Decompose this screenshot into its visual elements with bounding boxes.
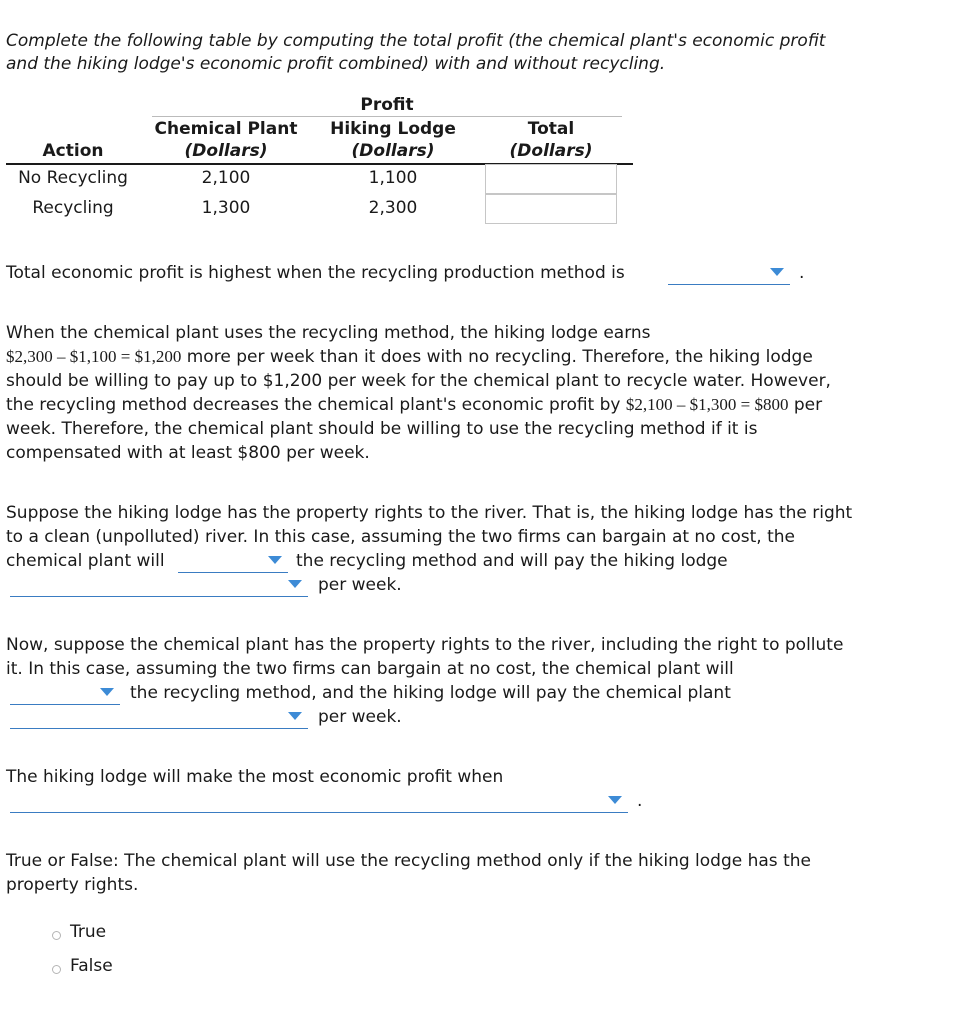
q3-action-dropdown[interactable]	[10, 685, 120, 705]
explanation-line: When the chemical plant uses the recycling method, the hiking lodge earns	[6, 323, 651, 343]
row-hiking-lodge-profit: 2,300	[368, 198, 418, 218]
q1-text: Total economic profit is highest when the recycling production method is	[6, 263, 625, 283]
total-unit: (Dollars)	[509, 141, 593, 161]
q2-line: chemical plant will	[6, 551, 165, 571]
hiking-lodge-header: Hiking Lodge	[330, 119, 456, 139]
q2-payment-dropdown[interactable]	[10, 577, 308, 597]
chemical-plant-header: Chemical Plant	[154, 119, 298, 139]
chevron-down-icon	[100, 688, 114, 696]
explanation-line	[6, 345, 813, 369]
chevron-down-icon	[268, 556, 282, 564]
row-chemical-plant-profit: 2,100	[201, 168, 251, 188]
q2-line: the recycling method and will pay the hiking lodge	[296, 551, 728, 571]
explanation-line: should be willing to pay up to $1,200 per week for the chemical plant to recycle water. However,	[6, 371, 831, 391]
explanation-line: compensated with at least $800 per week.	[6, 443, 370, 463]
instructions-line-1: Complete the following table by computing the total profit (the chemical plant's economic profit	[6, 31, 826, 51]
q1-method-dropdown[interactable]	[668, 265, 790, 285]
row-hiking-lodge-profit: 1,100	[368, 168, 418, 188]
chevron-down-icon	[608, 796, 622, 804]
q2-line: per week.	[318, 575, 402, 595]
row-chemical-plant-profit: 1,300	[201, 198, 251, 218]
q3-line: the recycling method, and the hiking lodge will pay the chemical plant	[130, 683, 731, 703]
explanation-line	[6, 393, 822, 417]
action-header: Action	[42, 141, 104, 161]
chevron-down-icon	[288, 712, 302, 720]
explanation-math: $2,100 – $1,300 = $800	[625, 395, 789, 414]
chevron-down-icon	[770, 268, 784, 276]
profit-group-rule	[152, 116, 622, 117]
instructions-line-2: and the hiking lodge's economic profit combined) with and without recycling.	[6, 54, 666, 74]
row-action: Recycling	[32, 198, 114, 218]
total-header: Total	[527, 119, 575, 139]
explanation-math: $2,300 – $1,100 = $1,200	[6, 347, 182, 366]
explanation-text: the recycling method decreases the chemical plant's economic profit by	[6, 395, 621, 415]
radio-label: False	[70, 956, 113, 976]
explanation-text: per	[793, 395, 823, 415]
q3-payment-dropdown[interactable]	[10, 709, 308, 729]
radio-button[interactable]	[52, 931, 61, 940]
explanation-line: week. Therefore, the chemical plant should be willing to use the recycling method if it is	[6, 419, 758, 439]
profit-group-header: Profit	[360, 95, 414, 115]
q1-period: .	[799, 263, 805, 283]
q2-action-dropdown[interactable]	[178, 553, 288, 573]
q3-line: it. In this case, assuming the two firms can bargain at no cost, the chemical plant will	[6, 659, 734, 679]
q5-line: property rights.	[6, 875, 139, 895]
q5-line: True or False: The chemical plant will use the recycling method only if the hiking lodge has the	[6, 851, 811, 871]
hiking-lodge-unit: (Dollars)	[351, 141, 435, 161]
q4-text: The hiking lodge will make the most economic profit when	[6, 767, 504, 787]
q3-line: Now, suppose the chemical plant has the property rights to the river, including the right to pollute	[6, 635, 844, 655]
radio-label: True	[70, 922, 107, 942]
q2-line: Suppose the hiking lodge has the property rights to the river. That is, the hiking lodge has the right	[6, 503, 853, 523]
total-recycling-input[interactable]	[485, 194, 617, 224]
q3-line: per week.	[318, 707, 402, 727]
radio-button[interactable]	[52, 965, 61, 974]
chevron-down-icon	[288, 580, 302, 588]
q4-period: .	[637, 791, 643, 811]
explanation-text: more per week than it does with no recycling. Therefore, the hiking lodge	[186, 347, 813, 367]
q4-condition-dropdown[interactable]	[10, 793, 628, 813]
total-no-recycling-input[interactable]	[485, 164, 617, 194]
row-action: No Recycling	[18, 168, 128, 188]
chemical-plant-unit: (Dollars)	[184, 141, 268, 161]
q2-line: to a clean (unpolluted) river. In this case, assuming the two firms can bargain at no cost, the	[6, 527, 795, 547]
